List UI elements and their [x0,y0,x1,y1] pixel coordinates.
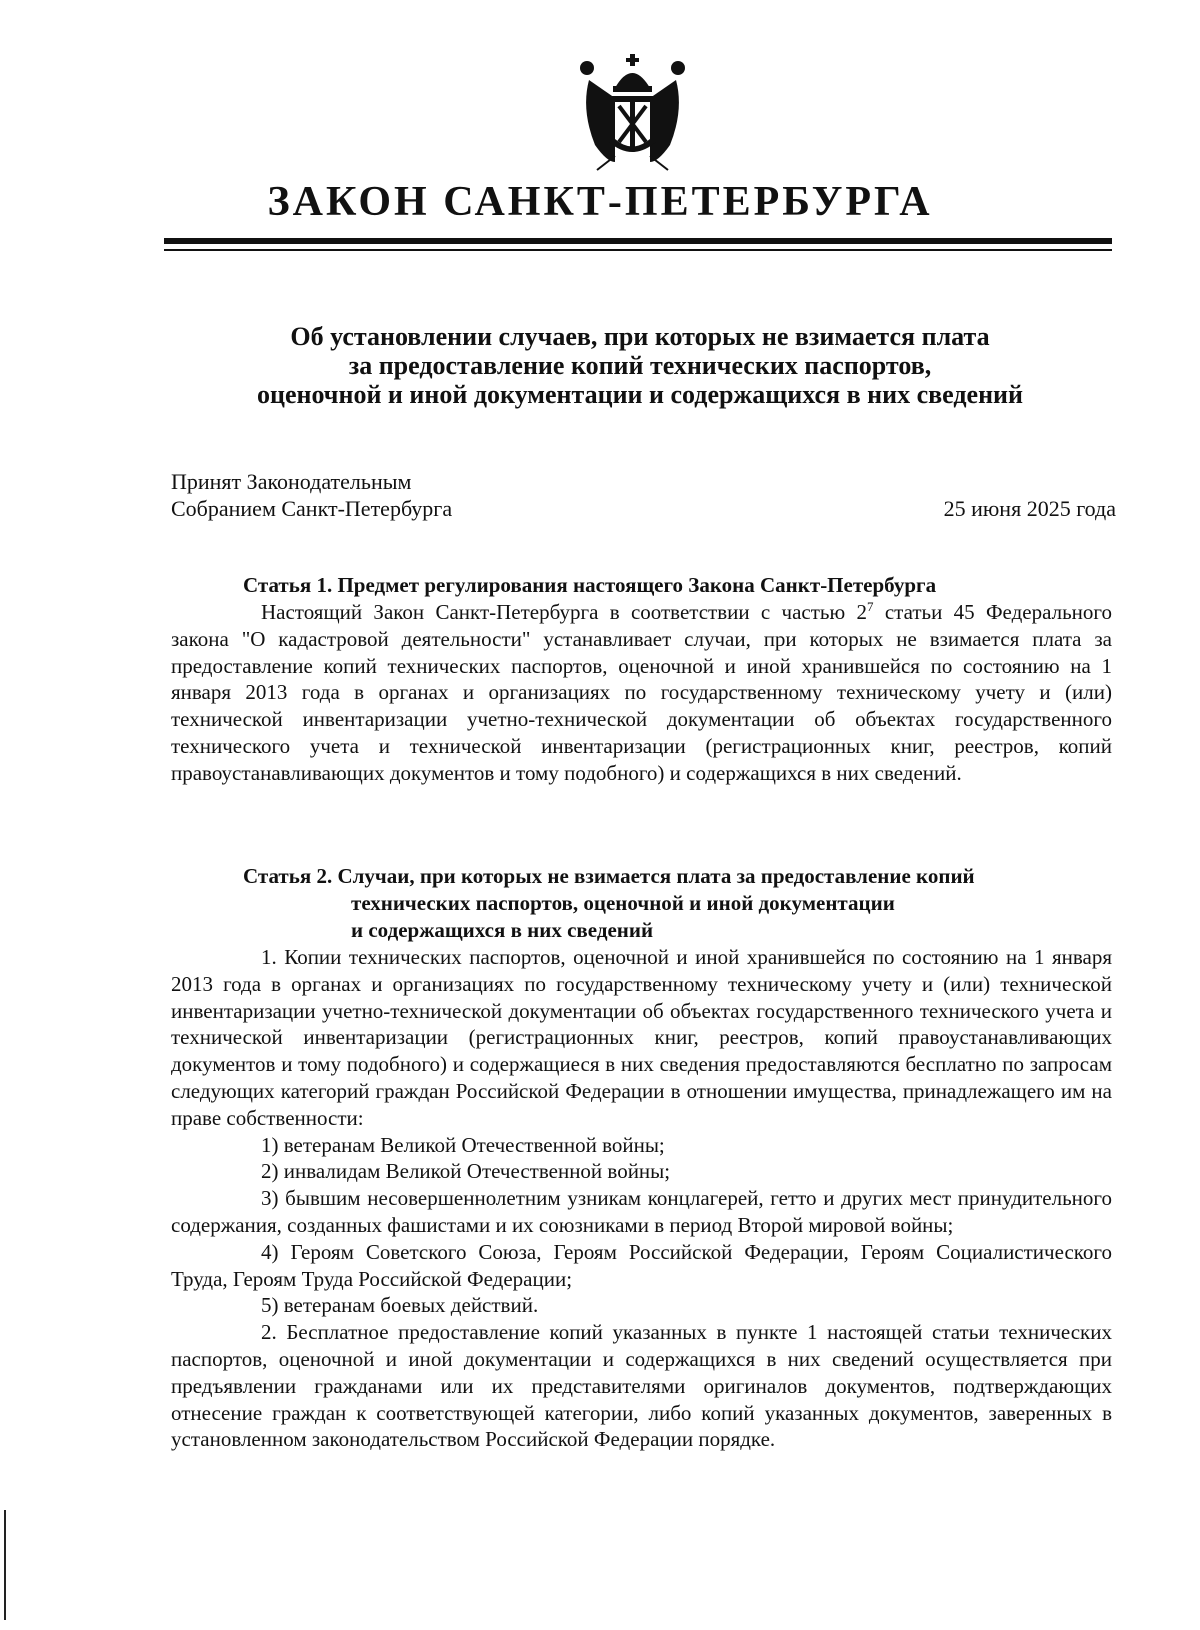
law-heading: ЗАКОН САНКТ-ПЕТЕРБУРГА [267,179,933,225]
article-2-heading-line: технических паспортов, оценочной и иной документации [351,891,895,915]
article-2-paragraph-1: 1. Копии технических паспортов, оценочной и иной хранившейся по состоянию на 1 января 2013 года в органах и организациях по государственному техническому учету и (или) технической инвентаризации учетно-технической документации об объектах государственного технического учета и технической инвентаризации (регистрационных книг, реестров, копий правоустанавливающих документов и тому подобного) и содержащиеся в них сведения предоставляются бесплатно по запросам следующих категорий граждан Российской Федерации в отношении имущества, принадлежащего им на праве собственности: [171,945,1112,1130]
list-item: 1) ветеранам Великой Отечественной войны; [261,1132,665,1157]
list-item: 4) Героям Советского Союза, Героям Российской Федерации, Героям Социалистического Труда, Героям Труда Российской Федерации; [171,1239,1112,1291]
article-2-heading: Статья 2. Случаи, при которых не взимается плата за предоставление копий [243,864,975,888]
superscript-part-number: 7 [867,599,874,614]
list-item: 3) бывшим несовершеннолетним узникам концлагерей, гетто и других мест принудительного содержания, созданных фашистами и их союзниками в период Второй мировой войны; [171,1186,1112,1237]
adoption-body [171,468,452,522]
heading-rule-thin [164,249,1112,251]
law-title [170,322,1110,409]
scan-edge-line [4,1510,6,1620]
law-title-line: оценочной и иной документации и содержащихся в них сведений [256,380,1024,409]
adoption-line: Собранием Санкт-Петербурга [171,496,453,521]
adoption-date: 25 июня 2025 года [943,496,1116,521]
heading-rule-thick [164,238,1112,244]
coat-of-arms-emblem-icon [575,50,690,175]
list-item: 5) ветеранам боевых действий. [261,1293,539,1318]
article-2-body [171,944,1112,1453]
article-2-heading-line: и содержащихся в них сведений [351,918,654,942]
article-1-paragraph [171,599,1112,787]
article-2-paragraph-2: 2. Бесплатное предоставление копий указанных в пункте 1 настоящей статьи технических паспортов, оценочной и иной документации и содержащихся в них сведений осуществляется при предъявлении гражданами или их представителями оригиналов документов, подтверждающих отнесение граждан к соответствующей категории, либо копий указанных документов, заверенных в установленном законодательством Российской Федерации порядке. [171,1320,1112,1452]
adoption-line: Принят Законодательным [171,469,412,494]
list-item: 2) инвалидам Великой Отечественной войны; [261,1159,671,1184]
article-1-text-start: Настоящий Закон Санкт-Петербурга в соответствии с частью 2 [261,600,868,624]
law-title-line: за предоставление копий технических паспортов, [348,351,932,380]
article-1-text-rest: статьи 45 Федерального закона "О кадастровой деятельности" устанавливает случаи, при которых не взимается плата за предоставление копий технических паспортов, оценочной и иной хранившейся по состоянию на 1 января 2013 года в органах и организациях по государственному техническому учету и (или) технической инвентаризации учетно-технической документации об объектах государственного технического учета и технической инвентаризации (регистрационных книг, реестров, копий правоустанавливающих документов и тому подобного) и содержащихся в них сведений. [171,600,1112,785]
article-1-body [171,599,1112,787]
article-1-heading: Статья 1. Предмет регулирования настоящего Закона Санкт-Петербурга [243,573,937,597]
law-title-line: Об установлении случаев, при которых не взимается плата [290,322,990,351]
